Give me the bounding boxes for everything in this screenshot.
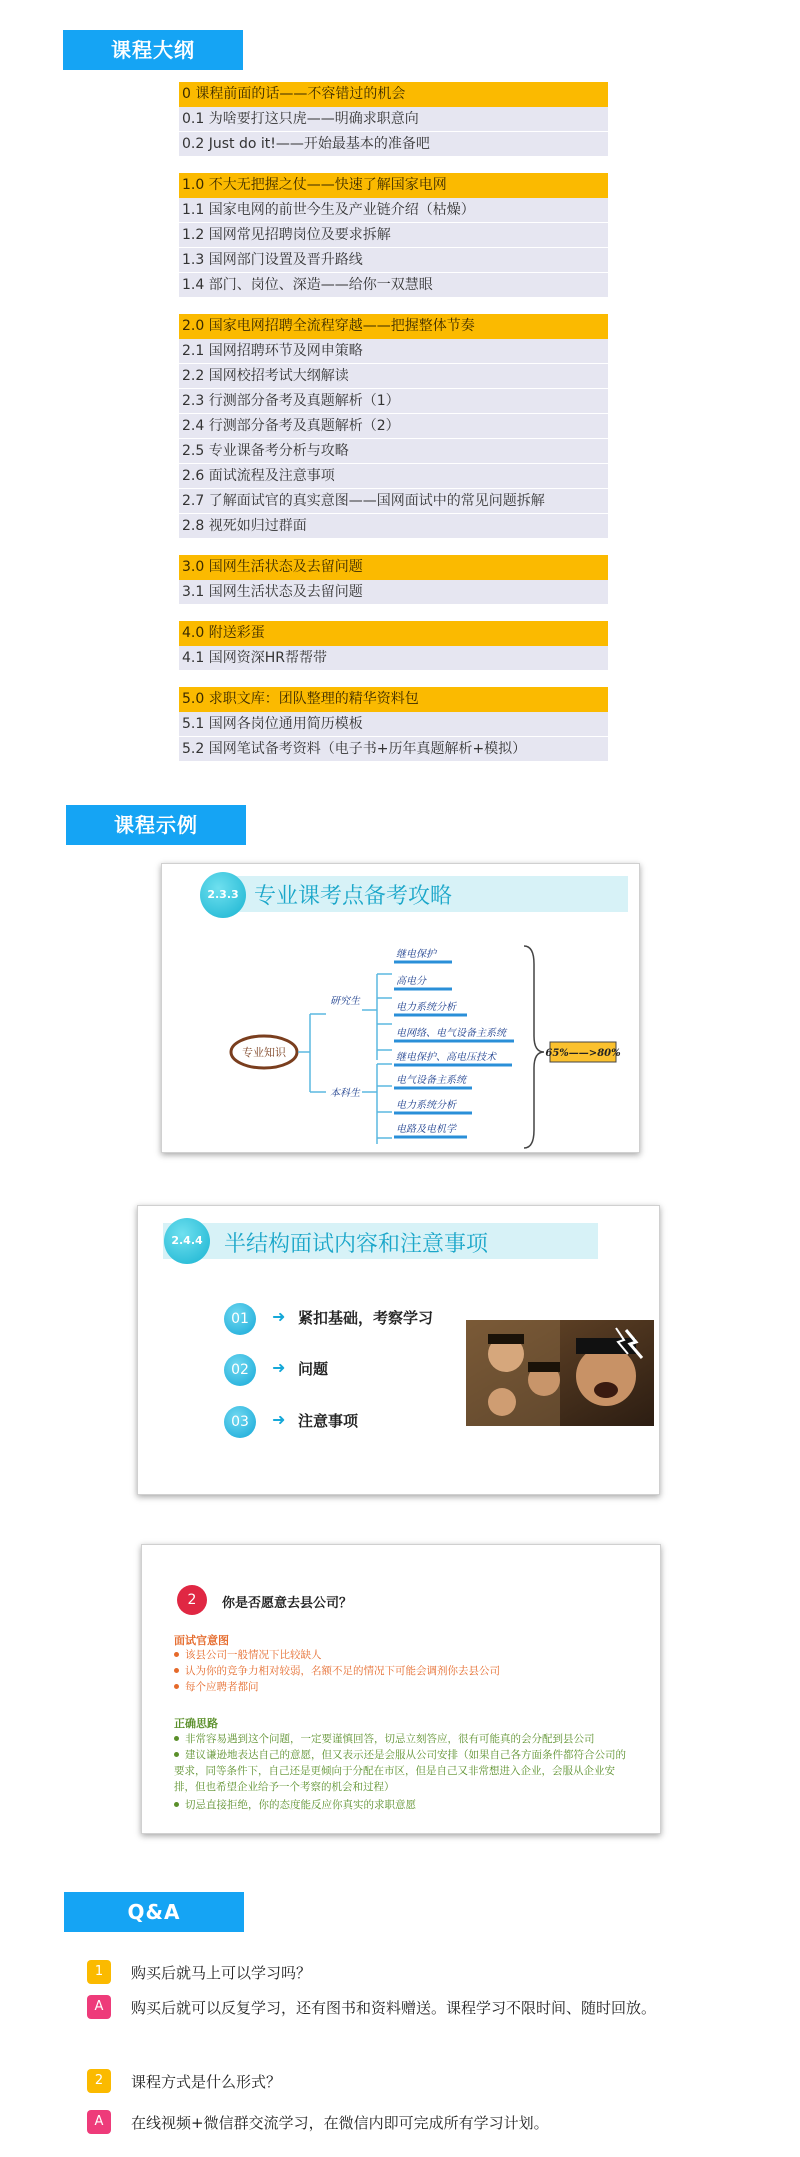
mind-map-leaf: 电路及电机学 [396,1124,456,1135]
outline-group-head: 2.0 国家电网招聘全流程穿越——把握整体节奏 [179,314,608,339]
section-header-outline: 课程大纲 [63,30,243,70]
mind-map-center-label: 专业知识 [242,1046,286,1059]
arrow-right-icon: ➜ [272,1410,286,1429]
outline-group-5 [179,687,608,762]
outline-group-head: 1.0 不大无把握之仗——快速了解国家电网 [179,173,608,198]
outline-group-head: 0 课程前面的话——不容错过的机会 [179,82,608,107]
qa-answer: 在线视频+微信群交流学习，在微信内即可完成所有学习计划。 [131,2114,549,2132]
outline-item: 2.3 行测部分备考及真题解析（1） [179,389,608,414]
meme-photo-image [466,1320,654,1426]
outline-group-0 [179,82,608,157]
outline-item: 2.4 行测部分备考及真题解析（2） [179,414,608,439]
answer-badge: A [87,1995,111,2019]
intent-heading: 面试官意图 [174,1634,229,1647]
question-badge: 1 [87,1960,111,1984]
slide-section-badge: 2.3.3 [200,872,246,918]
outline-item: 5.1 国网各岗位通用简历模板 [179,712,608,737]
list-item-label: 紧扣基础，考察学习 [298,1309,434,1327]
question-badge: 2 [87,2069,111,2093]
slide-card-interview [137,1205,660,1495]
outline-group-2 [179,314,608,539]
outline-group-head: 5.0 求职文库：团队整理的精华资料包 [179,687,608,712]
slide-card-study-strategy [161,863,640,1153]
slide-section-badge: 2.4.4 [164,1218,210,1264]
mind-map-leaf: 电网络、电气设备主系统 [396,1028,506,1039]
mind-map-branch-b-lines [362,1064,392,1144]
outline-item: 1.4 部门、岗位、深造——给你一双慧眼 [179,273,608,298]
outline-group-4 [179,621,608,671]
mind-map-leaf: 电气设备主系统 [396,1075,466,1086]
outline-item: 0.1 为啥要打这只虎——明确求职意向 [179,107,608,132]
mind-map-diagram [162,864,641,1154]
outline-item: 2.5 专业课备考分析与攻略 [179,439,608,464]
outline-item: 2.7 了解面试官的真实意图——国网面试中的常见问题拆解 [179,489,608,514]
mind-map-trunk [298,1014,326,1092]
list-number-badge: 01 [224,1303,256,1335]
mind-map-branch-undergraduate: 本科生 [330,1088,360,1099]
answer-badge: A [87,2110,111,2134]
slide-title: 半结构面试内容和注意事项 [224,1232,489,1257]
approach-bullet: 非常容易遇到这个问题，一定要谨慎回答，切忌立刻答应，很有可能真的会分配到县公司 [174,1731,629,1747]
section-header-examples: 课程示例 [66,805,246,845]
approach-bullet: 建议谦逊地表达自己的意愿，但又表示还是会服从公司安排（如果自己各方面条件都符合公司的要求，同等条件下，自己还是更倾向于分配在市区，但是自己又非常想进入企业，会服从企业安排，但也希望企业给予一个考察的机会和过程） [174,1749,626,1793]
qa-question: 课程方式是什么形式？ [131,2073,282,2091]
qa-answer: 购买后就可以反复学习，还有图书和资料赠送。课程学习不限时间、随时回放。 [131,1999,657,2017]
list-item-label: 问题 [298,1360,329,1378]
outline-item: 1.1 国家电网的前世今生及产业链介绍（枯燥） [179,198,608,223]
mind-map-leaf: 电力系统分析 [396,1002,456,1013]
outline-group-3 [179,555,608,605]
list-number-badge: 03 [224,1406,256,1438]
intent-bullet: 该县公司一般情况下比较缺人 [174,1647,322,1663]
mind-map-leaf: 继电保护 [396,949,436,960]
mind-map-branch-a-lines [362,974,392,1060]
mind-map-leaf: 高电分 [396,976,426,987]
outline-item: 1.2 国网常见招聘岗位及要求拆解 [179,223,608,248]
outline-item: 3.1 国网生活状态及去留问题 [179,580,608,605]
arrow-right-icon: ➜ [272,1307,286,1326]
outline-group-1 [179,173,608,298]
outline-group-head: 4.0 附送彩蛋 [179,621,608,646]
outline-item: 2.8 视死如归过群面 [179,514,608,539]
slide-question: 你是否愿意去县公司？ [222,1596,353,1611]
arrow-right-icon: ➜ [272,1358,286,1377]
outline-item: 0.2 Just do it!——开始最基本的准备吧 [179,132,608,157]
approach-heading: 正确思路 [174,1717,218,1730]
list-item-label: 注意事项 [298,1412,359,1430]
intent-bullet: 认为你的竞争力相对较弱，名额不足的情况下可能会调剂你去县公司 [174,1663,500,1679]
mind-map-leaf: 电力系统分析 [396,1100,456,1111]
slide-card-county-question [141,1544,661,1834]
qa-question: 购买后就马上可以学习吗？ [131,1964,312,1982]
outline-group-head: 3.0 国网生活状态及去留问题 [179,555,608,580]
intent-bullet: 每个应聘者都问 [174,1679,259,1695]
outline-item: 1.3 国网部门设置及晋升路线 [179,248,608,273]
mind-map-brace [524,946,544,1148]
mind-map-leaf: 继电保护、高电压技术 [396,1052,496,1063]
question-number-badge: 2 [177,1585,207,1615]
outline-item: 4.1 国网资深HR帮帮带 [179,646,608,671]
course-outline [179,82,608,778]
outline-item: 2.2 国网校招考试大纲解读 [179,364,608,389]
outline-item: 5.2 国网笔试备考资料（电子书+历年真题解析+模拟） [179,737,608,762]
mind-map-branch-graduate: 研究生 [330,996,360,1007]
list-number-badge: 02 [224,1354,256,1386]
mind-map-result: 65%——>80% [545,1048,621,1059]
approach-bullet: 切忌直接拒绝，你的态度能反应你真实的求职意愿 [174,1797,629,1813]
section-header-qa: Q&A [64,1892,244,1932]
slide-title: 专业课考点备考攻略 [254,884,453,909]
outline-item: 2.6 面试流程及注意事项 [179,464,608,489]
outline-item: 2.1 国网招聘环节及网申策略 [179,339,608,364]
